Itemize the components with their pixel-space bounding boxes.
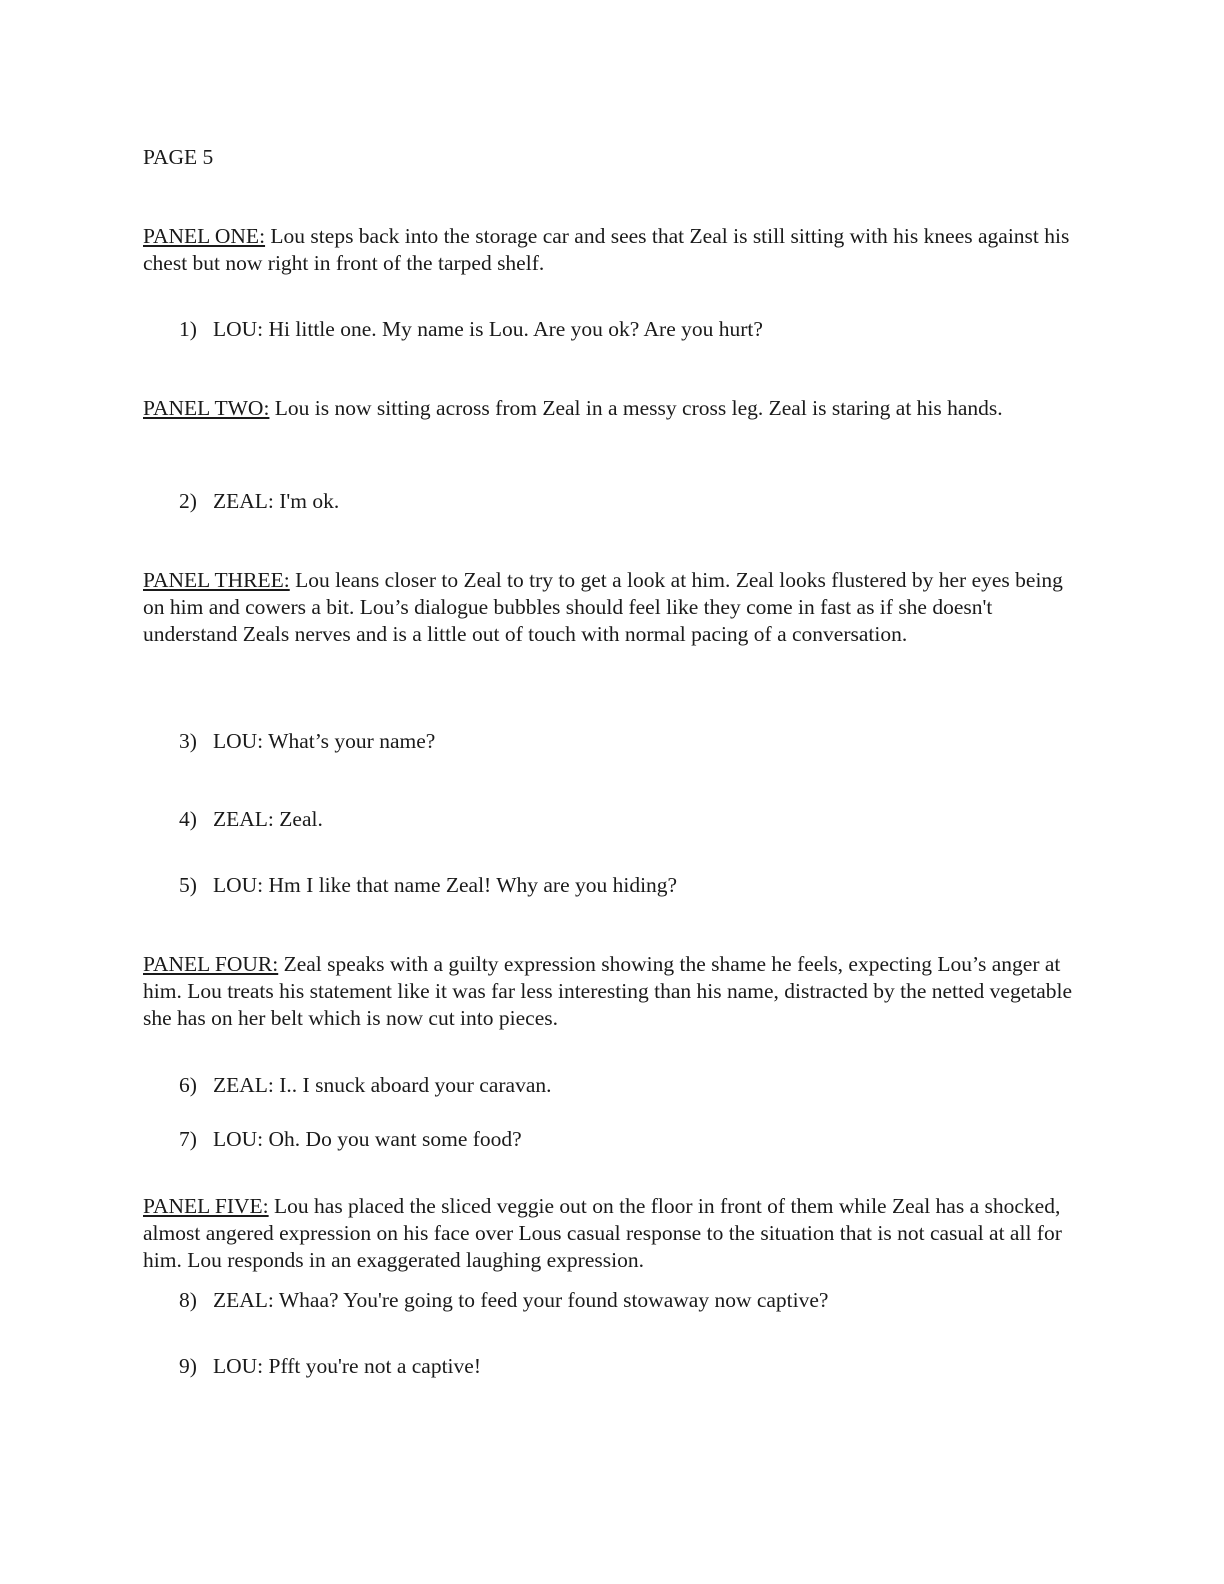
panel-three-description — [143, 567, 1088, 648]
panel-three-text: Lou leans closer to Zeal to try to get a look at him. Zeal looks flustered by her eyes being on him and cowers a bit. Lou’s dialogue bubbles should feel like they come in fast as if she doesn't understand Zeals nerves and is a little out of touch with normal pacing of a conversation. — [143, 568, 1063, 646]
dialogue-text: ZEAL: I'm ok. — [213, 489, 340, 513]
dialogue-line-6 — [179, 1072, 552, 1099]
panel-four-label: PANEL FOUR: — [143, 952, 279, 976]
dialogue-line-8 — [179, 1287, 828, 1314]
line-number: 2) — [179, 489, 197, 513]
dialogue-text: LOU: Oh. Do you want some food? — [213, 1127, 522, 1151]
dialogue-text: LOU: Pfft you're not a captive! — [213, 1354, 481, 1378]
line-number: 5) — [179, 873, 197, 897]
line-number: 3) — [179, 729, 197, 753]
dialogue-line-4 — [179, 806, 323, 833]
dialogue-line-3 — [179, 728, 435, 755]
dialogue-text: LOU: Hm I like that name Zeal! Why are you hiding? — [213, 873, 678, 897]
dialogue-line-2 — [179, 488, 339, 515]
dialogue-line-9 — [179, 1353, 481, 1380]
page-heading: PAGE 5 — [143, 145, 214, 169]
dialogue-text: LOU: What’s your name? — [213, 729, 436, 753]
panel-five-text: Lou has placed the sliced veggie out on the floor in front of them while Zeal has a shocked, almost angered expression on his face over Lous casual response to the situation that is not casual at all for him. Lou responds in an exaggerated laughing expression. — [143, 1194, 1062, 1272]
panel-one-text: Lou steps back into the storage car and sees that Zeal is still sitting with his knees against his chest but now right in front of the tarped shelf. — [143, 224, 1070, 275]
dialogue-text: ZEAL: Whaa? You're going to feed your found stowaway now captive? — [213, 1288, 829, 1312]
line-number: 9) — [179, 1354, 197, 1378]
line-number: 7) — [179, 1127, 197, 1151]
dialogue-text: ZEAL: Zeal. — [213, 807, 323, 831]
panel-four-text: Zeal speaks with a guilty expression showing the shame he feels, expecting Lou’s anger at him. Lou treats his statement like it was far less interesting than his name, distracted by the netted vegetable she has on her belt which is now cut into pieces. — [143, 952, 1073, 1030]
panel-two-text: Lou is now sitting across from Zeal in a messy cross leg. Zeal is staring at his hands. — [269, 396, 1003, 420]
panel-three-label: PANEL THREE: — [143, 568, 290, 592]
panel-five-description — [143, 1193, 1088, 1274]
panel-one-description — [143, 223, 1088, 277]
line-number: 6) — [179, 1073, 197, 1097]
line-number: 4) — [179, 807, 197, 831]
panel-four-description — [143, 951, 1088, 1032]
dialogue-line-1 — [179, 316, 763, 343]
panel-two-description — [143, 395, 1088, 422]
dialogue-line-5 — [179, 872, 677, 899]
dialogue-text: LOU: Hi little one. My name is Lou. Are you ok? Are you hurt? — [213, 317, 763, 341]
line-number: 8) — [179, 1288, 197, 1312]
panel-one-label: PANEL ONE: — [143, 224, 266, 248]
dialogue-line-7 — [179, 1126, 522, 1153]
dialogue-text: ZEAL: I.. I snuck aboard your caravan. — [213, 1073, 552, 1097]
panel-five-label: PANEL FIVE: — [143, 1194, 269, 1218]
panel-two-label: PANEL TWO: — [143, 396, 270, 420]
line-number: 1) — [179, 317, 197, 341]
